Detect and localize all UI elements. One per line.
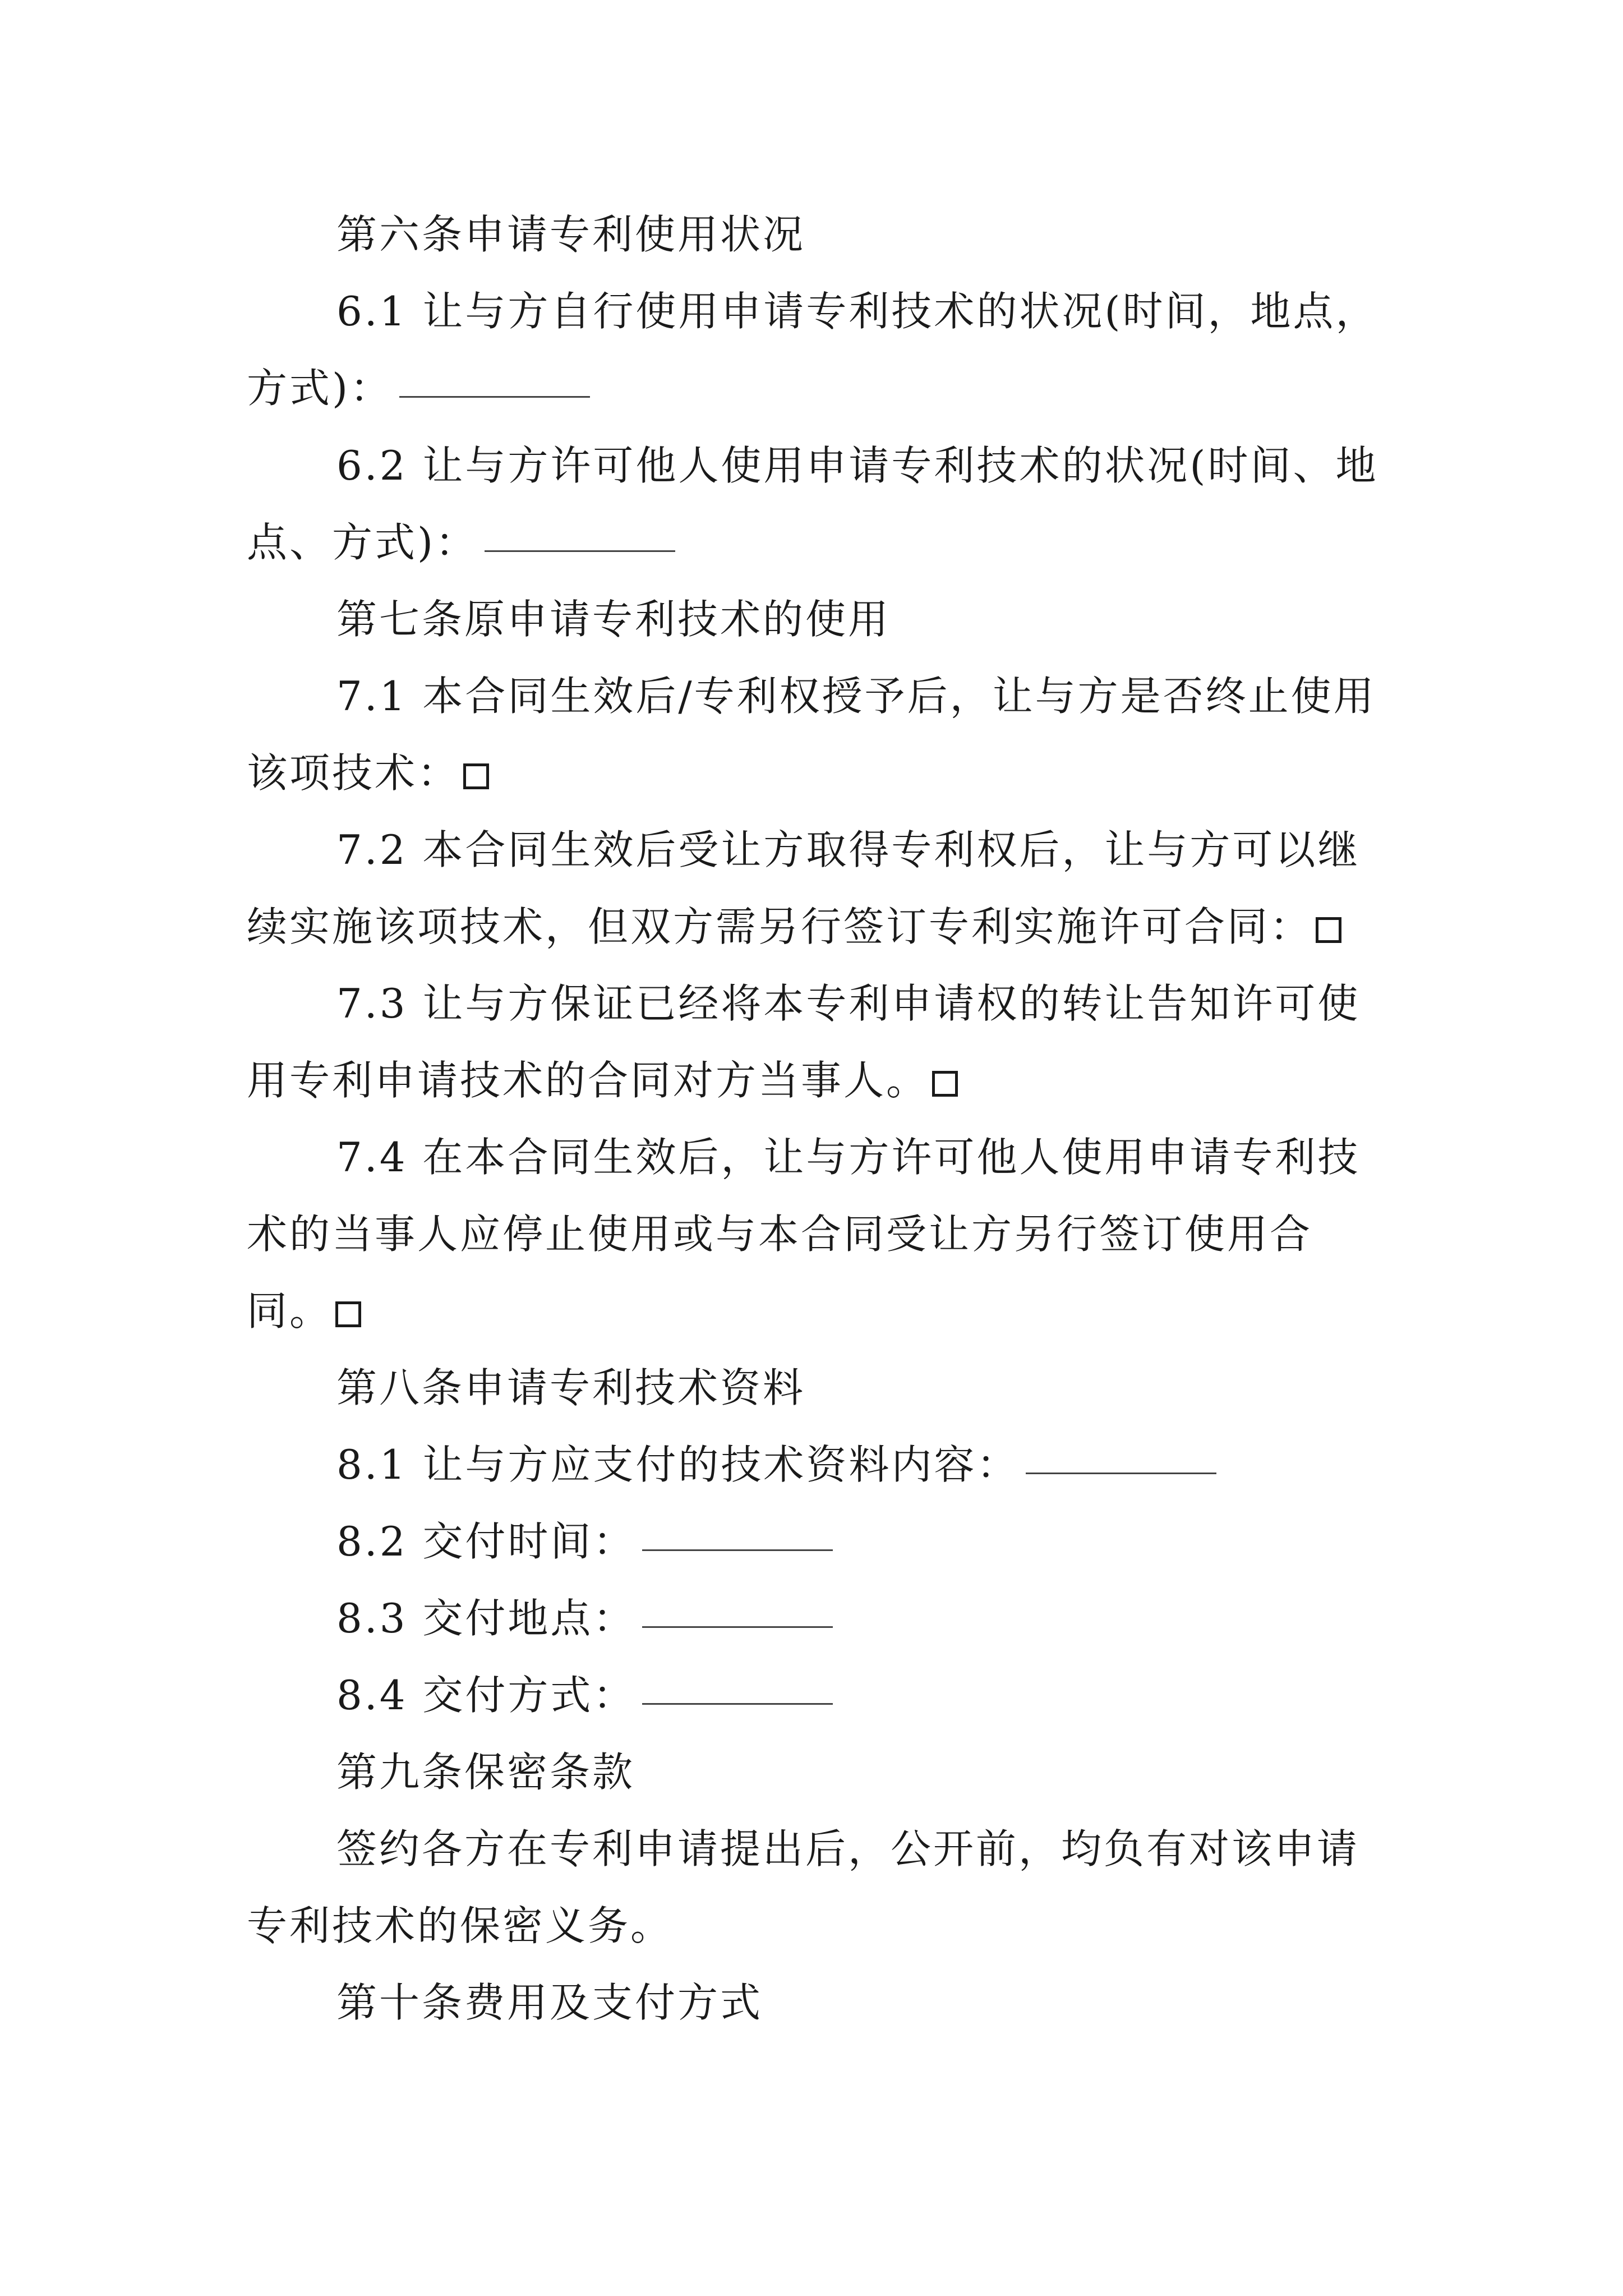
article-9-body: 签约各方在专利申请提出后，公开前，均负有对该申请 — [336, 1825, 1360, 1872]
clause-7-2: 7.2 本合同生效后受让方取得专利权后，让与方可以继 — [336, 826, 1361, 873]
clause-6-2-continued: 点、方式)： — [247, 514, 675, 570]
article-10-heading: 第十条费用及支付方式 — [336, 1979, 763, 2026]
clause-6-1: 6.1 让与方自行使用申请专利技术的状况(时间，地点， — [336, 288, 1378, 335]
article-9-heading: 第九条保密条款 — [336, 1749, 635, 1796]
checkbox[interactable] — [463, 763, 489, 789]
clause-7-3: 7.3 让与方保证已经将本专利申请权的转让告知许可使 — [336, 980, 1361, 1027]
checkbox[interactable] — [1316, 917, 1341, 943]
clause-6-1-continued: 方式)： — [247, 360, 590, 416]
fill-in-blank[interactable] — [642, 1703, 833, 1705]
clause-8-3: 8.3 交付地点： — [336, 1590, 833, 1646]
article-7-heading: 第七条原申请专利技术的使用 — [336, 596, 891, 643]
clause-7-4-end: 同。 — [247, 1283, 361, 1339]
clause-7-1: 7.1 本合同生效后/专利权授予后，让与方是否终止使用 — [336, 673, 1376, 720]
clause-7-4-continued: 术的当事人应停止使用或与本合同受让方另行签订使用合 — [247, 1211, 1313, 1258]
article-9-body-continued: 专利技术的保密义务。 — [247, 1902, 674, 1949]
article-8-heading: 第八条申请专利技术资料 — [336, 1364, 806, 1411]
clause-7-4: 7.4 在本合同生效后，让与方许可他人使用申请专利技 — [336, 1134, 1361, 1181]
clause-7-2-continued: 续实施该项技术，但双方需另行签订专利实施许可合同： — [247, 899, 1341, 955]
fill-in-blank[interactable] — [642, 1626, 833, 1628]
clause-6-2: 6.2 让与方许可他人使用申请专利技术的状况(时间、地 — [336, 442, 1378, 489]
fill-in-blank[interactable] — [399, 396, 590, 398]
fill-in-blank[interactable] — [1026, 1473, 1216, 1474]
article-6-heading: 第六条申请专利使用状况 — [336, 211, 806, 258]
clause-7-3-continued: 用专利申请技术的合同对方当事人。 — [247, 1052, 958, 1108]
clause-8-4: 8.4 交付方式： — [336, 1667, 833, 1723]
clause-8-2: 8.2 交付时间： — [336, 1513, 833, 1570]
checkbox[interactable] — [932, 1071, 958, 1097]
fill-in-blank[interactable] — [642, 1549, 833, 1551]
clause-8-1: 8.1 让与方应支付的技术资料内容： — [336, 1437, 1216, 1493]
fill-in-blank[interactable] — [485, 550, 675, 552]
checkbox[interactable] — [335, 1301, 361, 1327]
clause-7-1-continued: 该项技术： — [247, 745, 489, 801]
